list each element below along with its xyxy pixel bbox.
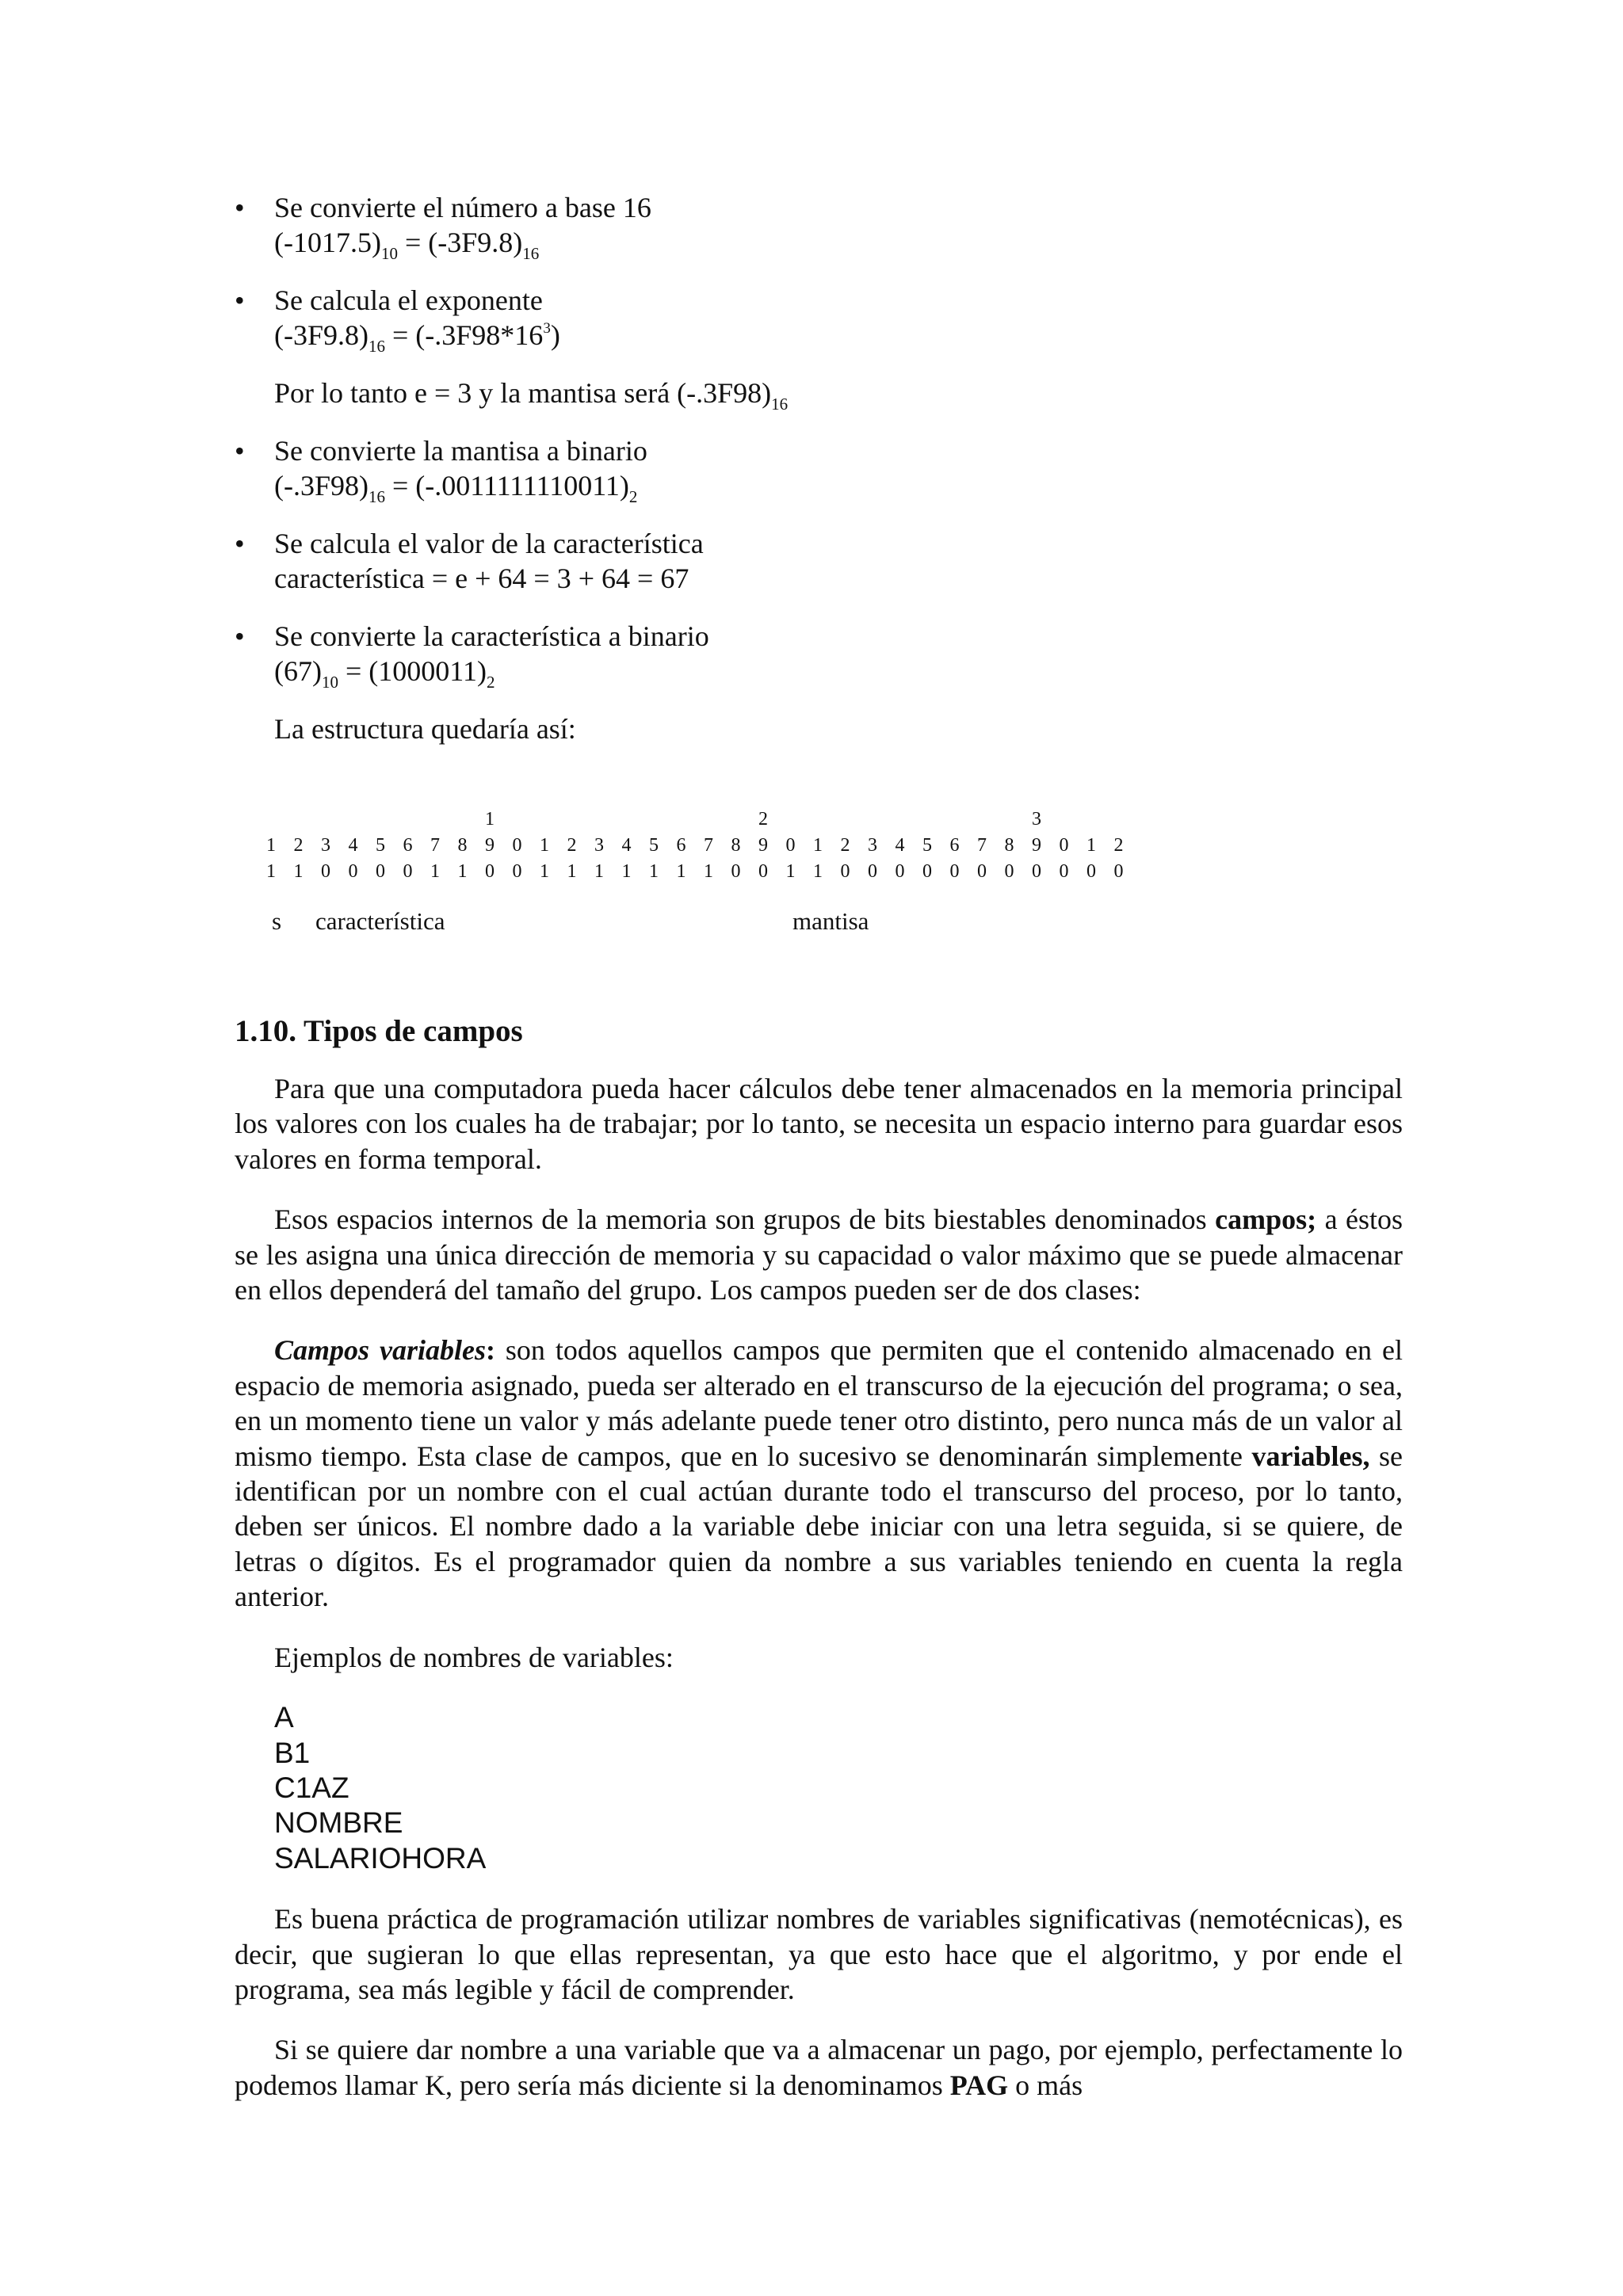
bit-position-cell: 8 — [731, 835, 741, 856]
example-item: A — [274, 1701, 294, 1734]
bit-value-cell: 0 — [1059, 861, 1069, 882]
bullet-icon: • — [235, 435, 245, 467]
section-title: Tipos de campos — [304, 1014, 523, 1048]
bit-position-cell: 3 — [594, 835, 604, 856]
bullet-icon: • — [235, 192, 245, 223]
bit-position-cell: 4 — [895, 835, 905, 856]
bit-position-cell: 0 — [1059, 835, 1069, 856]
bit-tens-cell — [622, 807, 650, 833]
bit-value-cell: 0 — [949, 861, 960, 882]
bit-tens-cell — [841, 807, 869, 833]
step-characteristic-binary — [235, 619, 1403, 692]
structure-intro: La estructura quedaría así: — [274, 713, 576, 745]
bit-position-cell: 2 — [293, 835, 304, 856]
bit-tens-cell — [922, 807, 950, 833]
bit-tens-cell: 2 — [758, 809, 768, 830]
bit-position-cell: 0 — [512, 835, 522, 856]
bit-values-row — [266, 859, 1141, 885]
paragraph-good-practice: Es buena práctica de programación utilizar nombres de variables significativas (nemotécnicas), es decir, que sugieran lo que ellas representan, ya que esto hace que el algoritmo, y por ende el programa, sea más legible y fácil de comprender. — [235, 1903, 1403, 2005]
bit-tens-cell — [403, 807, 431, 833]
bit-position-cell: 8 — [457, 835, 468, 856]
sign-label: s — [272, 907, 282, 935]
paragraph-campos-variables: Campos variables: son todos aquellos campos que permiten que el contenido almacenado en el espacio de memoria asignado, pueda ser alterado en el transcurso de la ejecución del programa; o sea, en un momento tiene un valor y más adelante puede tener otro distinto, pero nunca más de un valor al mismo tiempo. Esta clase de campos, que en lo sucesivo se denominarán simplemente variables, se identifican por un nombre con el cual actúan durante todo el transcurso del proceso, por lo tanto, deben ser únicos. El nombre dado a la variable debe iniciar con una letra seguida, si se quiere, de letras o dígitos. Es el programador quien da nombre a sus variables teniendo en cuenta la regla anterior. — [235, 1334, 1403, 1613]
bit-position-cell: 2 — [567, 835, 577, 856]
bit-value-cell: 0 — [840, 861, 850, 882]
step-characteristic — [235, 526, 1403, 596]
bit-tens-cell — [649, 807, 677, 833]
example-item: SALARIOHORA — [274, 1841, 487, 1875]
bit-tens-cell — [704, 807, 731, 833]
step-mantissa-binary — [235, 433, 1403, 506]
bit-value-cell: 0 — [922, 861, 932, 882]
bit-value-cell: 0 — [321, 861, 330, 882]
bit-position-cell: 5 — [649, 835, 659, 856]
bullet-icon: • — [235, 528, 245, 559]
bit-position-cell: 5 — [922, 835, 932, 856]
bit-tens-cell — [376, 807, 403, 833]
bit-tens-cell — [321, 807, 349, 833]
bit-position-cell: 0 — [785, 835, 796, 856]
bit-tens-cell — [540, 807, 567, 833]
paragraph-pago-example: Si se quiere dar nombre a una variable que va a almacenar un pago, por ejemplo, perfectamente lo podemos llamar K, pero sería más diciente si la denominamos PAG o más — [235, 2034, 1403, 2101]
bit-value-cell: 1 — [649, 861, 659, 882]
bit-position-cell: 5 — [376, 835, 385, 856]
bit-value-cell: 1 — [540, 861, 549, 882]
bit-value-cell: 0 — [348, 861, 358, 882]
step-base16 — [235, 190, 1403, 263]
bit-position-cell: 9 — [758, 835, 768, 856]
bit-position-cell: 4 — [348, 835, 358, 856]
bit-position-cell: 2 — [1113, 835, 1124, 856]
step-exponent — [235, 283, 1403, 356]
bit-position-cell: 9 — [1032, 835, 1041, 856]
bit-value-cell: 0 — [977, 861, 987, 882]
bit-units-row — [266, 833, 1141, 859]
bit-tens-cell — [458, 807, 486, 833]
paragraph-examples-intro: Ejemplos de nombres de variables: — [274, 1641, 674, 1673]
paragraph-campos: Esos espacios internos de la memoria son grupos de bits biestables denominados campos; a éstos se les asigna una única dirección de memoria y su capacidad o valor máximo que se puede almacenar en ellos dependerá del tamaño del grupo. Los campos pueden ser de dos clases: — [235, 1203, 1403, 1306]
bit-value-cell: 1 — [813, 861, 823, 882]
bit-tens-cell — [430, 807, 458, 833]
step-formula: $(67)_{10} = (1000011)_2$ — [274, 655, 495, 692]
bit-tens-cell — [294, 807, 322, 833]
bit-tens-cell — [731, 807, 759, 833]
bit-position-cell: 1 — [813, 835, 823, 856]
bullet-icon: • — [235, 284, 245, 316]
step-title: Se calcula el exponente — [274, 284, 543, 316]
bullet-icon: • — [235, 620, 245, 652]
bit-value-cell: 1 — [621, 861, 632, 882]
bit-value-cell: 0 — [868, 861, 877, 882]
exponent-note: Por lo tanto e = 3 y la mantisa será $(-.3F98)_{16}$ — [274, 377, 789, 414]
bit-value-cell: 0 — [731, 861, 741, 882]
section-body — [235, 1071, 1403, 2128]
bit-position-cell: 6 — [949, 835, 960, 856]
bit-value-cell: 1 — [266, 861, 276, 882]
bit-value-cell: 1 — [430, 861, 440, 882]
step-title: Se convierte la característica a binario — [274, 620, 709, 652]
bit-tens-cell — [349, 807, 376, 833]
section-heading — [235, 1013, 523, 1051]
bit-value-cell: 0 — [485, 861, 495, 882]
bit-value-cell: 0 — [376, 861, 385, 882]
bit-value-cell: 1 — [676, 861, 686, 882]
term-pag: PAG — [949, 2069, 1009, 2101]
bit-tens-cell: 1 — [485, 809, 495, 830]
bit-position-cell: 1 — [1086, 835, 1096, 856]
bit-tens-cell — [1005, 807, 1033, 833]
paragraph-intro: Para que una computadora pueda hacer cálculos debe tener almacenados en la memoria principal los valores con los cuales ha de trabajar; por lo tanto, se necesita un espacio interno para guardar esos valores en forma temporal. — [235, 1073, 1403, 1175]
step-formula: $(-.3F98)_{16} = (-.0011111110011)_2$ — [274, 470, 638, 506]
bit-value-cell: 1 — [704, 861, 713, 882]
mantissa-label: mantisa — [792, 907, 869, 935]
bit-tens-cell — [1060, 807, 1087, 833]
bit-position-cell: 3 — [321, 835, 330, 856]
bit-position-cell: 2 — [840, 835, 850, 856]
bit-position-cell: 6 — [676, 835, 686, 856]
bit-position-cell: 9 — [485, 835, 495, 856]
bit-value-cell: 1 — [567, 861, 577, 882]
bit-value-cell: 0 — [1032, 861, 1041, 882]
bit-position-cell: 7 — [977, 835, 987, 856]
bit-position-cell: 8 — [1004, 835, 1014, 856]
bit-value-cell: 0 — [1004, 861, 1014, 882]
bit-tens-cell — [266, 807, 294, 833]
bit-value-cell: 0 — [1086, 861, 1096, 882]
bit-tens-cell: 3 — [1032, 809, 1041, 830]
bit-tens-cell — [813, 807, 841, 833]
bit-tens-cell — [677, 807, 705, 833]
step-title: Se convierte el número a base 16 — [274, 192, 651, 223]
bit-tens-cell — [513, 807, 540, 833]
bit-value-cell: 0 — [758, 861, 768, 882]
step-formula: $(-1017.5)_{10} = (-3F9.8)_{16}$ — [274, 227, 540, 263]
bit-position-cell: 1 — [266, 835, 276, 856]
bit-tens-row — [266, 807, 1141, 833]
bit-value-cell: 0 — [1113, 861, 1124, 882]
bit-position-cell: 6 — [403, 835, 413, 856]
section-number: 1.10. — [235, 1014, 296, 1048]
bit-value-cell: 1 — [457, 861, 468, 882]
bit-value-cell: 1 — [293, 861, 304, 882]
term-campos: campos; — [1215, 1203, 1317, 1236]
step-title: Se convierte la mantisa a binario — [274, 435, 647, 467]
term-campos-variables: Campos variables — [274, 1334, 486, 1367]
bit-value-cell: 1 — [594, 861, 604, 882]
step-formula: $(-3F9.8)_{16} = (-.3F98*16^3)$ — [274, 319, 560, 356]
example-item: B1 — [274, 1736, 311, 1769]
bit-tens-cell — [1086, 807, 1114, 833]
term-variables: variables, — [1251, 1440, 1370, 1472]
conversion-steps — [235, 190, 1403, 769]
step-title: Se calcula el valor de la característica — [274, 528, 704, 559]
step-formula: característica = e + 64 = 3 + 64 = 67 — [274, 563, 689, 594]
variable-name-examples — [235, 1700, 1403, 1876]
bit-structure-table — [266, 807, 1141, 885]
bit-tens-cell — [896, 807, 923, 833]
bit-value-cell: 1 — [785, 861, 796, 882]
bit-position-cell: 7 — [704, 835, 713, 856]
bit-position-cell: 1 — [540, 835, 549, 856]
bit-tens-cell — [950, 807, 978, 833]
bit-tens-cell — [594, 807, 622, 833]
characteristic-label: característica — [315, 907, 445, 935]
bit-tens-cell — [567, 807, 595, 833]
bit-position-cell: 7 — [430, 835, 440, 856]
bit-value-cell: 0 — [512, 861, 522, 882]
bit-tens-cell — [977, 807, 1005, 833]
bit-position-cell: 3 — [868, 835, 877, 856]
example-item: C1AZ — [274, 1771, 349, 1804]
example-item: NOMBRE — [274, 1806, 403, 1840]
bit-tens-cell — [786, 807, 814, 833]
bit-value-cell: 0 — [403, 861, 413, 882]
bit-position-cell: 4 — [621, 835, 632, 856]
bit-tens-cell — [868, 807, 896, 833]
bit-value-cell: 0 — [895, 861, 905, 882]
